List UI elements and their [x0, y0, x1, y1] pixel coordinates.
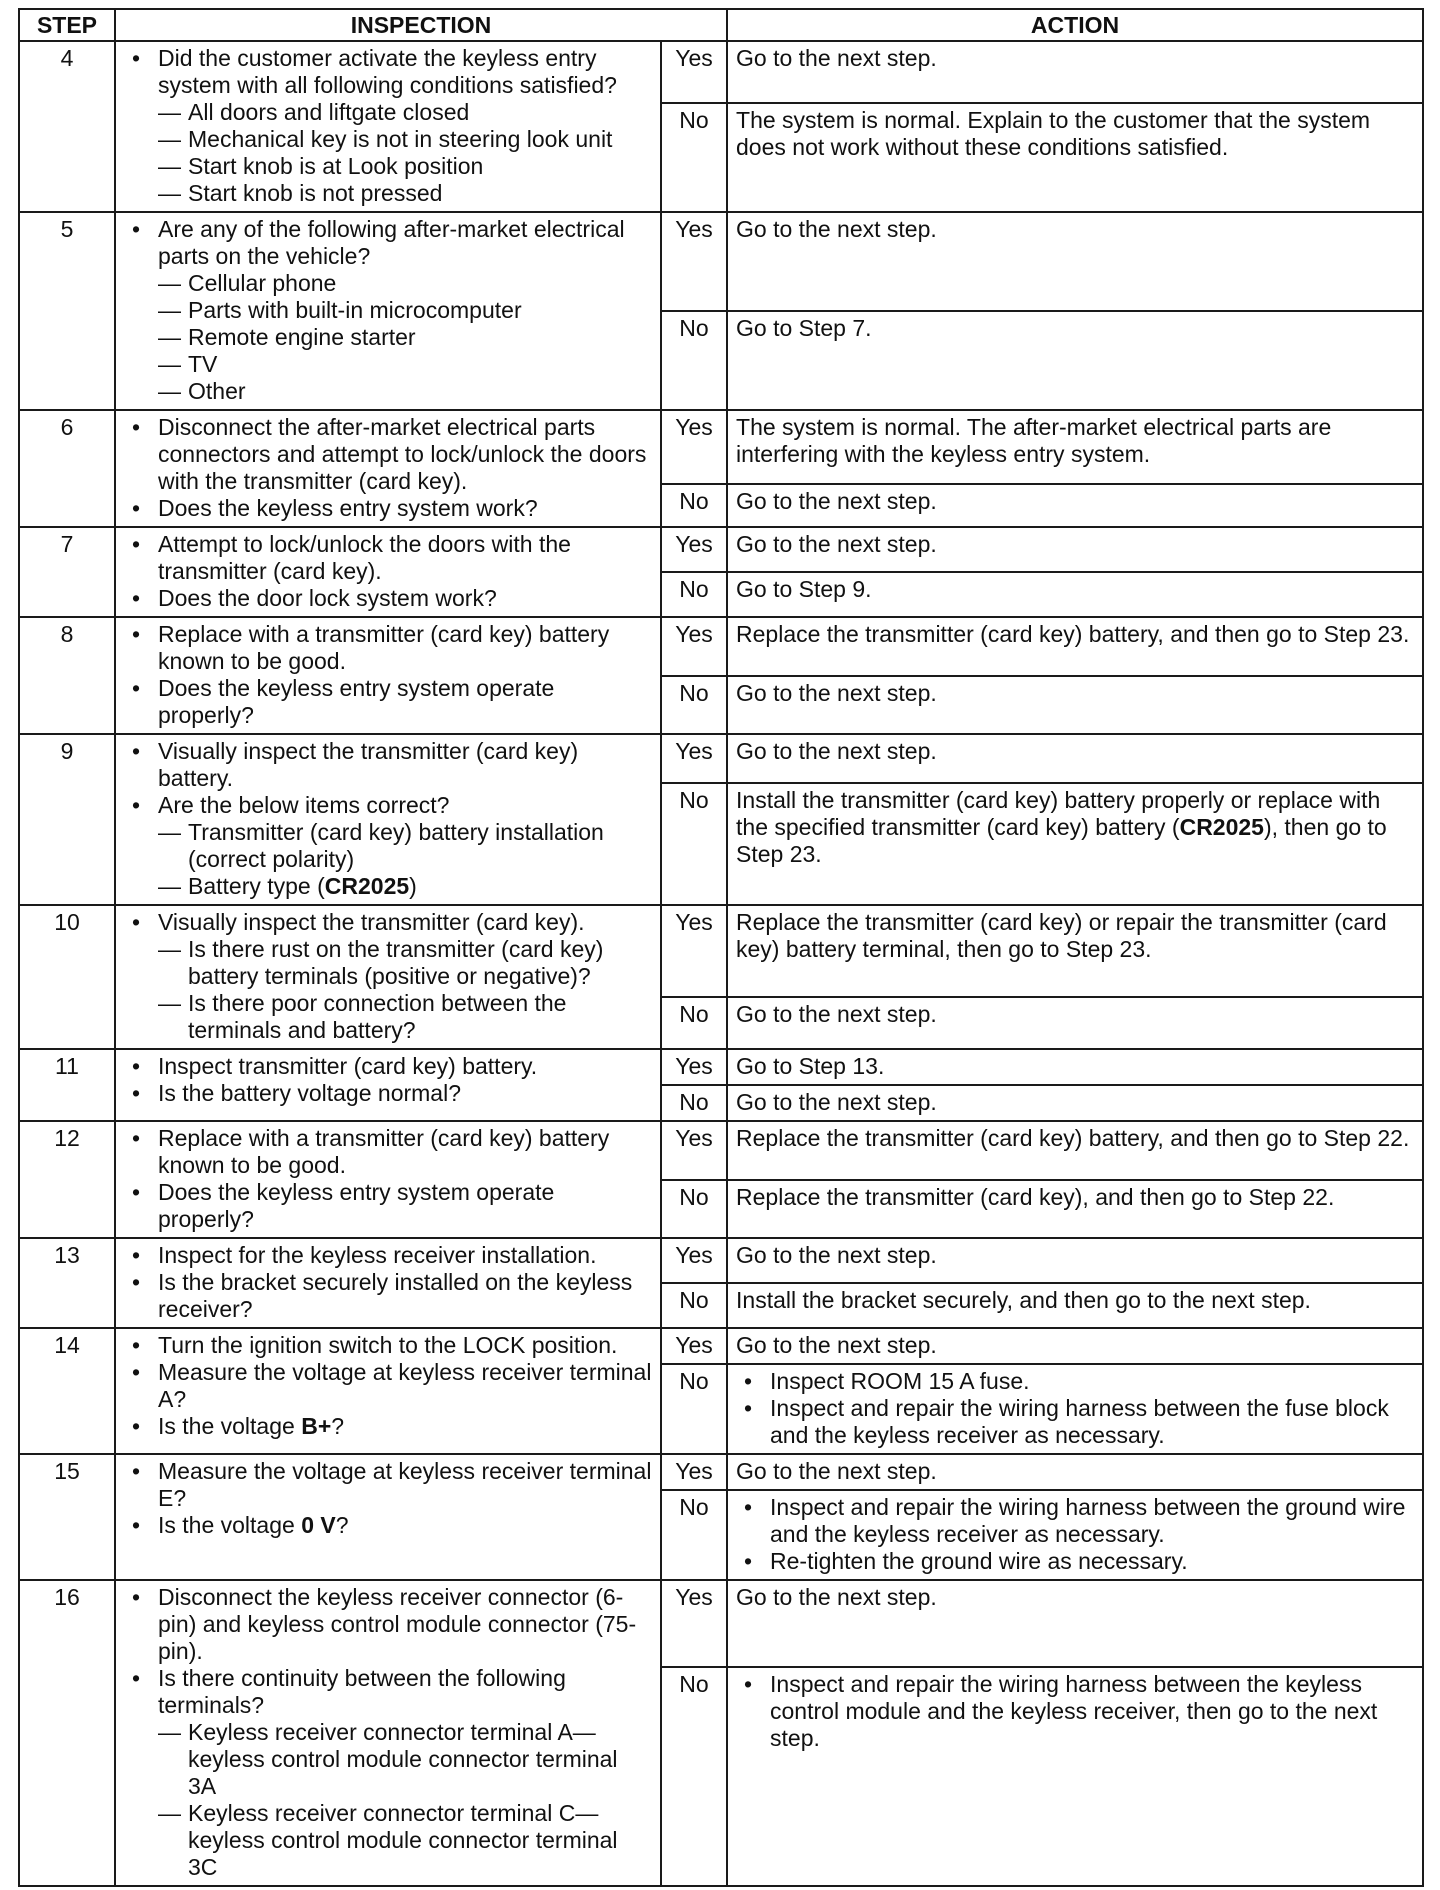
- inspection-item: [158, 1242, 652, 1269]
- inspection-cell: [115, 1580, 661, 1886]
- inspection-subitem: — Cellular phone: [188, 270, 652, 297]
- no-label: No: [661, 1180, 727, 1239]
- no-action: [727, 1490, 1423, 1580]
- action-text: Go to the next step.: [736, 531, 937, 557]
- step-number: 11: [19, 1049, 115, 1121]
- yes-label: Yes: [661, 1238, 727, 1283]
- inspection-subitem: — Start knob is at Look position: [188, 153, 652, 180]
- no-action: [727, 1283, 1423, 1328]
- no-label: No: [661, 676, 727, 735]
- inspection-text: Does the door lock system work?: [158, 585, 497, 611]
- spec-value: 0 V: [301, 1512, 336, 1538]
- step-number: 15: [19, 1454, 115, 1580]
- inspection-item: [158, 675, 652, 729]
- inspection-item: [158, 621, 652, 675]
- no-action: [727, 1364, 1423, 1454]
- yes-action: [727, 1328, 1423, 1364]
- action-list: [736, 1494, 1414, 1575]
- inspection-list: [124, 45, 652, 207]
- inspection-item: [158, 909, 652, 1044]
- inspection-cell: [115, 41, 661, 212]
- step-number: 13: [19, 1238, 115, 1328]
- action-item: • Inspect and repair the wiring harness between the fuse block and the keyless receiver as necessary.: [770, 1395, 1414, 1449]
- inspection-text: Turn the ignition switch to the LOCK position.: [158, 1332, 618, 1358]
- no-label: No: [661, 103, 727, 212]
- inspection-text: Inspect for the keyless receiver installation.: [158, 1242, 597, 1268]
- inspection-list: [124, 414, 652, 522]
- step-number: 4: [19, 41, 115, 212]
- yes-action: [727, 617, 1423, 676]
- inspection-text: Is there continuity between the following terminals?: [158, 1665, 566, 1718]
- inspection-text: Disconnect the keyless receiver connector (6-pin) and keyless control module connector (75-pin).: [158, 1584, 637, 1664]
- yes-action: [727, 212, 1423, 311]
- inspection-item: [158, 414, 652, 495]
- action-text: Go to the next step.: [736, 216, 937, 242]
- inspection-item: [158, 216, 652, 405]
- inspection-list: [124, 1053, 652, 1107]
- yes-action: [727, 410, 1423, 484]
- yes-label: Yes: [661, 734, 727, 783]
- step-number: 7: [19, 527, 115, 617]
- action-text: Replace the transmitter (card key) battery, and then go to Step 23.: [736, 621, 1410, 647]
- inspection-cell: [115, 212, 661, 410]
- inspection-item: [158, 495, 652, 522]
- step-number: 12: [19, 1121, 115, 1238]
- table-row: [19, 1238, 1423, 1283]
- table-row: [19, 905, 1423, 997]
- inspection-item: [158, 1269, 652, 1323]
- inspection-sublist: [158, 936, 652, 1044]
- inspection-text: Are the below items correct?: [158, 792, 450, 818]
- inspection-subitem: — TV: [188, 351, 652, 378]
- inspection-item: [158, 1125, 652, 1179]
- yes-action: [727, 527, 1423, 572]
- inspection-subitem: — All doors and liftgate closed: [188, 99, 652, 126]
- action-text: Replace the transmitter (card key) or repair the transmitter (card key) battery terminal, then go to Step 23.: [736, 909, 1387, 962]
- no-action: [727, 997, 1423, 1049]
- action-list: [736, 1671, 1414, 1752]
- inspection-cell: [115, 1238, 661, 1328]
- no-action: [727, 1667, 1423, 1886]
- no-label: No: [661, 572, 727, 617]
- inspection-text: Is the voltage 0 V?: [158, 1512, 349, 1538]
- yes-label: Yes: [661, 905, 727, 997]
- inspection-text: Does the keyless entry system operate properly?: [158, 675, 555, 728]
- table-row: [19, 527, 1423, 572]
- step-number: 16: [19, 1580, 115, 1886]
- action-text: Go to the next step.: [736, 679, 937, 706]
- inspection-sublist: [158, 99, 652, 207]
- action-list: [736, 1368, 1414, 1449]
- table-row: [19, 1580, 1423, 1667]
- inspection-subitem: — Is there rust on the transmitter (card key) battery terminals (positive or negative)?: [188, 936, 652, 990]
- no-action: [727, 783, 1423, 905]
- table-row: [19, 617, 1423, 676]
- yes-action: [727, 41, 1423, 103]
- yes-label: Yes: [661, 1121, 727, 1180]
- action-text: Replace the transmitter (card key) battery, and then go to Step 22.: [736, 1125, 1410, 1151]
- table-row: [19, 1121, 1423, 1180]
- inspection-item: [158, 1359, 652, 1413]
- yes-label: Yes: [661, 212, 727, 311]
- inspection-list: [124, 909, 652, 1044]
- yes-action: [727, 1580, 1423, 1667]
- inspection-text: Does the keyless entry system operate properly?: [158, 1179, 555, 1232]
- action-text: Go to Step 13.: [736, 1053, 885, 1079]
- table-row: [19, 41, 1423, 103]
- inspection-cell: [115, 617, 661, 734]
- no-label: No: [661, 1490, 727, 1580]
- step-number: 10: [19, 905, 115, 1049]
- inspection-list: [124, 738, 652, 900]
- no-label: No: [661, 1085, 727, 1121]
- inspection-text: Is the bracket securely installed on the keyless receiver?: [158, 1269, 633, 1322]
- action-text: Go to Step 9.: [736, 576, 872, 602]
- no-action: [727, 572, 1423, 617]
- inspection-item: [158, 738, 652, 792]
- spec-value: B+: [301, 1413, 332, 1439]
- no-action: [727, 484, 1423, 527]
- inspection-list: [124, 531, 652, 612]
- inspection-text: Visually inspect the transmitter (card key).: [158, 909, 585, 935]
- table-row: [19, 1049, 1423, 1085]
- inspection-subitem: — Keyless receiver connector terminal C—keyless control module connector terminal 3C: [188, 1800, 652, 1881]
- inspection-subitem: — Transmitter (card key) battery installation (correct polarity): [188, 819, 652, 873]
- inspection-list: [124, 1242, 652, 1323]
- no-label: No: [661, 783, 727, 905]
- inspection-list: [124, 1332, 652, 1440]
- inspection-item: [158, 45, 652, 207]
- inspection-item: [158, 1584, 652, 1665]
- inspection-text: Measure the voltage at keyless receiver terminal E?: [158, 1458, 652, 1511]
- action-text: Go to the next step.: [736, 1458, 937, 1484]
- spec-value: CR2025: [1179, 813, 1264, 840]
- inspection-cell: [115, 1328, 661, 1454]
- inspection-subitem: — Start knob is not pressed: [188, 180, 652, 207]
- inspection-subitem: — Keyless receiver connector terminal A—keyless control module connector terminal 3A: [188, 1719, 652, 1800]
- inspection-text: Attempt to lock/unlock the doors with the transmitter (card key).: [158, 531, 571, 584]
- inspection-sublist: [158, 1719, 652, 1881]
- action-text: Go to the next step.: [736, 1242, 937, 1268]
- inspection-text: Did the customer activate the keyless entry system with all following conditions satisfied?: [158, 45, 617, 98]
- yes-label: Yes: [661, 527, 727, 572]
- step-number: 6: [19, 410, 115, 527]
- inspection-text: Replace with a transmitter (card key) battery known to be good.: [158, 1125, 610, 1178]
- inspection-cell: [115, 905, 661, 1049]
- inspection-subitem: — Other: [188, 378, 652, 405]
- inspection-text: Does the keyless entry system work?: [158, 495, 538, 521]
- yes-action: [727, 1049, 1423, 1085]
- action-text: Go to the next step.: [736, 1332, 937, 1358]
- inspection-text: Is the battery voltage normal?: [158, 1080, 461, 1106]
- yes-label: Yes: [661, 41, 727, 103]
- action-text: Go to the next step.: [736, 738, 937, 764]
- header-row: [19, 9, 1423, 41]
- table-row: [19, 212, 1423, 311]
- inspection-text: Is the voltage B+?: [158, 1413, 345, 1439]
- inspection-sublist: [158, 270, 652, 405]
- yes-label: Yes: [661, 1049, 727, 1085]
- step-number: 8: [19, 617, 115, 734]
- table-row: [19, 1454, 1423, 1490]
- action-text: Go to the next step.: [736, 488, 937, 515]
- inspection-item: [158, 1332, 652, 1359]
- inspection-text: Disconnect the after-market electrical parts connectors and attempt to lock/unlock the doors with the transmitter (card key).: [158, 414, 647, 494]
- inspection-cell: [115, 410, 661, 527]
- inspection-subitem: — Mechanical key is not in steering look unit: [188, 126, 652, 153]
- inspection-item: [158, 1179, 652, 1233]
- yes-label: Yes: [661, 1328, 727, 1364]
- action-item: • Inspect and repair the wiring harness between the ground wire and the keyless receiver as necessary.: [770, 1494, 1414, 1548]
- inspection-subitem: — Parts with built-in microcomputer: [188, 297, 652, 324]
- inspection-cell: [115, 1454, 661, 1580]
- inspection-item: [158, 1458, 652, 1512]
- diagnostic-procedure-page: [18, 8, 1422, 1887]
- action-text: Replace the transmitter (card key), and then go to Step 22.: [736, 1183, 1335, 1210]
- header-inspection: INSPECTION: [115, 9, 727, 41]
- table-row: [19, 734, 1423, 783]
- inspection-list: [124, 216, 652, 405]
- table-body: [19, 41, 1423, 1886]
- yes-action: [727, 1121, 1423, 1180]
- action-text: Go to the next step.: [736, 1089, 937, 1115]
- spec-value: CR2025: [324, 873, 410, 899]
- inspection-cell: [115, 527, 661, 617]
- no-action: [727, 311, 1423, 410]
- yes-action: [727, 905, 1423, 997]
- no-label: No: [661, 1364, 727, 1454]
- inspection-text: Inspect transmitter (card key) battery.: [158, 1053, 538, 1079]
- inspection-item: [158, 1080, 652, 1107]
- no-action: [727, 1180, 1423, 1239]
- action-text: The system is normal. Explain to the customer that the system does not work without these conditions satisfied.: [736, 107, 1371, 161]
- no-action: [727, 103, 1423, 212]
- no-action: [727, 1085, 1423, 1121]
- inspection-list: [124, 1584, 652, 1881]
- header-step: STEP: [19, 9, 115, 41]
- inspection-list: [124, 1125, 652, 1233]
- inspection-list: [124, 621, 652, 729]
- no-label: No: [661, 1283, 727, 1328]
- step-number: 5: [19, 212, 115, 410]
- inspection-cell: [115, 734, 661, 905]
- inspection-cell: [115, 1121, 661, 1238]
- step-number: 9: [19, 734, 115, 905]
- yes-label: Yes: [661, 1580, 727, 1667]
- action-text: Install the bracket securely, and then go to the next step.: [736, 1287, 1311, 1313]
- action-item: • Inspect and repair the wiring harness between the keyless control module and the keyless receiver, then go to the next step.: [770, 1671, 1414, 1752]
- inspection-sublist: [158, 819, 652, 900]
- yes-label: Yes: [661, 1454, 727, 1490]
- diagnostic-table: [18, 8, 1424, 1887]
- inspection-text: Visually inspect the transmitter (card key) battery.: [158, 738, 579, 791]
- inspection-item: [158, 792, 652, 900]
- inspection-item: [158, 1053, 652, 1080]
- no-action: [727, 676, 1423, 735]
- action-text: Go to Step 7.: [736, 315, 872, 341]
- action-item: • Inspect ROOM 15 A fuse.: [770, 1368, 1414, 1395]
- inspection-text: Measure the voltage at keyless receiver terminal A?: [158, 1359, 652, 1412]
- action-text: Install the transmitter (card key) battery properly or replace with the specified transmitter (card key) battery (CR2025), then go to Step 23.: [736, 786, 1387, 867]
- no-label: No: [661, 997, 727, 1049]
- action-text: Go to the next step.: [736, 45, 937, 71]
- no-label: No: [661, 1667, 727, 1886]
- action-text: Go to the next step.: [736, 1584, 937, 1610]
- step-number: 14: [19, 1328, 115, 1454]
- yes-label: Yes: [661, 410, 727, 484]
- inspection-item: [158, 531, 652, 585]
- no-label: No: [661, 311, 727, 410]
- inspection-text: Replace with a transmitter (card key) battery known to be good.: [158, 621, 610, 674]
- inspection-item: [158, 1413, 652, 1440]
- inspection-item: [158, 1512, 652, 1539]
- table-row: [19, 1328, 1423, 1364]
- header-action: ACTION: [727, 9, 1423, 41]
- action-item: • Re-tighten the ground wire as necessary.: [770, 1548, 1414, 1575]
- yes-action: [727, 734, 1423, 783]
- no-label: No: [661, 484, 727, 527]
- inspection-item: [158, 585, 652, 612]
- inspection-list: [124, 1458, 652, 1539]
- inspection-cell: [115, 1049, 661, 1121]
- table-row: [19, 410, 1423, 484]
- inspection-subitem: — Battery type (CR2025): [188, 873, 652, 900]
- inspection-text: Are any of the following after-market electrical parts on the vehicle?: [158, 216, 625, 269]
- inspection-subitem: — Is there poor connection between the terminals and battery?: [188, 990, 652, 1044]
- action-text: Go to the next step.: [736, 1000, 937, 1027]
- yes-action: [727, 1454, 1423, 1490]
- action-text: The system is normal. The after-market electrical parts are interfering with the keyless entry system.: [736, 414, 1332, 467]
- inspection-item: [158, 1665, 652, 1881]
- yes-label: Yes: [661, 617, 727, 676]
- yes-action: [727, 1238, 1423, 1283]
- inspection-subitem: — Remote engine starter: [188, 324, 652, 351]
